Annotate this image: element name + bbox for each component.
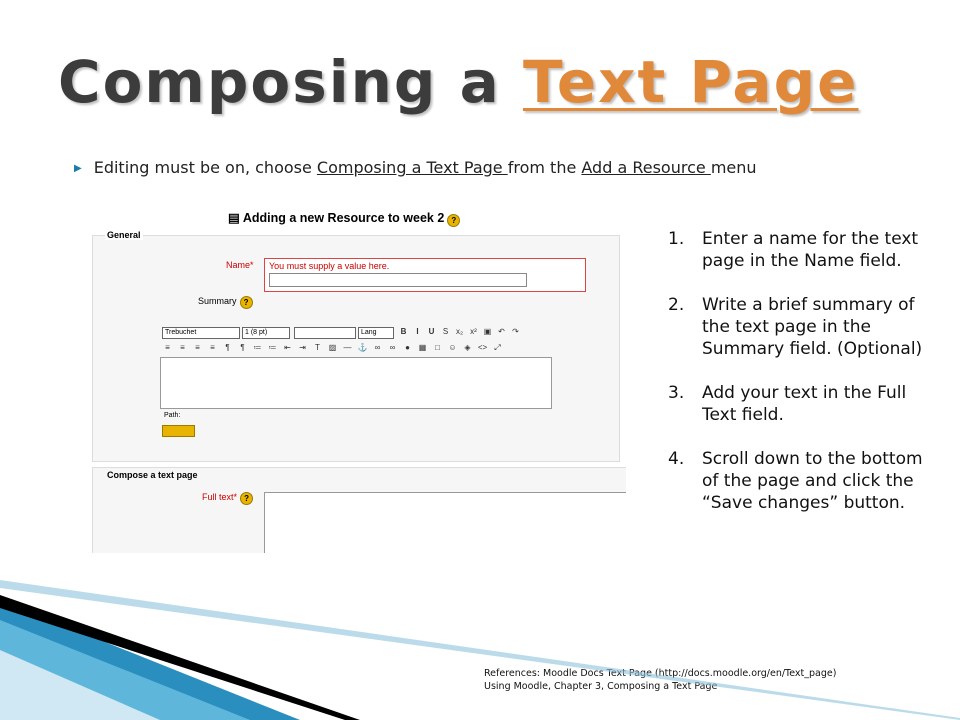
name-error-box xyxy=(264,258,586,292)
toolbar-button[interactable]: ≡ xyxy=(210,343,215,352)
toolbar-button[interactable]: ¶ xyxy=(225,343,230,352)
list-item xyxy=(668,382,938,426)
step-text: Write a brief summary of the text page in the Summary field. (Optional) xyxy=(702,295,923,359)
toolbar-button[interactable]: ∞ xyxy=(389,343,396,352)
list-item xyxy=(668,294,938,360)
step-number: 1. xyxy=(668,229,685,249)
step-text: Add your text in the Full Text field. xyxy=(702,383,907,425)
toolbar-button[interactable]: ↷ xyxy=(512,327,519,336)
step-text: Enter a name for the text page in the Name field. xyxy=(702,229,919,271)
toggle-editor-button[interactable] xyxy=(162,425,195,437)
toolbar-button[interactable]: B xyxy=(400,327,407,336)
name-label: Name* xyxy=(226,260,254,270)
fulltext-label-text: Full text* xyxy=(202,492,238,502)
summary-label-text: Summary xyxy=(198,296,237,306)
toolbar-button[interactable]: U xyxy=(428,327,435,336)
path-label: Path: xyxy=(164,412,181,419)
toolbar-button[interactable]: ¶ xyxy=(240,343,245,352)
toolbar-button[interactable]: ↶ xyxy=(498,327,505,336)
bullet-text-before: Editing must be on, choose xyxy=(93,158,317,177)
summary-label xyxy=(198,296,253,309)
bullet-text-middle: from the xyxy=(507,158,582,177)
name-input[interactable] xyxy=(269,273,527,287)
toolbar-button[interactable]: ⇤ xyxy=(284,343,291,352)
resource-icon: ▤ xyxy=(228,211,240,225)
editor-toolbar-row1 xyxy=(160,326,560,340)
toolbar-button[interactable]: ≔ xyxy=(253,343,262,352)
toolbar-button[interactable]: ☺ xyxy=(448,343,457,352)
toolbar-button[interactable]: ≔ xyxy=(268,343,277,352)
font-select[interactable]: Trebuchet xyxy=(162,327,240,339)
toolbar-button[interactable]: ◈ xyxy=(464,343,471,352)
toolbar-button[interactable]: ≡ xyxy=(165,343,170,352)
title-link[interactable]: Text Page xyxy=(522,48,859,116)
steps-list xyxy=(668,228,938,536)
link-add-resource[interactable]: Add a Resource xyxy=(581,158,711,177)
toolbar-button[interactable]: x² xyxy=(470,327,477,336)
toolbar-button[interactable]: □ xyxy=(435,343,440,352)
step-number: 3. xyxy=(668,383,685,403)
toolbar-button[interactable]: ∞ xyxy=(374,343,381,352)
instruction-bullet xyxy=(74,158,757,177)
toolbar-button[interactable]: ⇥ xyxy=(299,343,306,352)
toolbar-button[interactable]: ▦ xyxy=(418,343,427,352)
toolbar-button[interactable]: S xyxy=(442,327,449,336)
lang-select[interactable]: Lang xyxy=(358,327,394,339)
wave-decoration xyxy=(0,560,960,720)
toolbar-button[interactable]: <> xyxy=(477,343,488,352)
size-select[interactable]: 1 (8 pt) xyxy=(242,327,290,339)
toolbar-button[interactable]: ≡ xyxy=(195,343,200,352)
editor-toolbar-row2 xyxy=(160,342,560,356)
toolbar-button[interactable]: ▨ xyxy=(328,343,337,352)
fulltext-editor[interactable] xyxy=(264,492,626,553)
slide-title xyxy=(58,48,858,116)
fulltext-label xyxy=(202,492,253,505)
toolbar-button[interactable]: ⚓ xyxy=(357,343,368,352)
name-error-text: You must supply a value here. xyxy=(269,261,390,271)
toolbar-button[interactable]: ⤢ xyxy=(494,343,501,352)
list-item xyxy=(668,448,938,514)
general-legend: General xyxy=(107,230,141,240)
toolbar-button[interactable]: ● xyxy=(405,343,410,352)
form-heading-text: Adding a new Resource to week 2 xyxy=(242,211,445,225)
toolbar-button[interactable]: — xyxy=(343,343,352,352)
step-text: Scroll down to the bottom of the page and click the “Save changes” button. xyxy=(702,449,923,513)
help-icon[interactable]: ? xyxy=(447,214,460,227)
bullet-text-after: menu xyxy=(710,158,757,177)
list-item xyxy=(668,228,938,272)
toolbar-button[interactable]: ▣ xyxy=(483,327,492,336)
summary-help-icon[interactable]: ? xyxy=(240,296,253,309)
compose-legend: Compose a text page xyxy=(107,470,198,480)
form-heading xyxy=(228,210,460,227)
toolbar-button[interactable]: ≡ xyxy=(180,343,185,352)
step-number: 4. xyxy=(668,449,685,469)
bullet-arrow-icon: ▶ xyxy=(74,163,82,174)
reference-line-1: References: Moodle Docs Text Page (http://docs.moodle.org/en/Text_page) xyxy=(484,668,837,679)
fulltext-help-icon[interactable]: ? xyxy=(240,492,253,505)
moodle-form-screenshot xyxy=(88,207,626,553)
link-composing-text-page[interactable]: Composing a Text Page xyxy=(316,158,508,177)
toolbar-button[interactable]: x₂ xyxy=(455,327,464,336)
format-select[interactable] xyxy=(294,327,356,339)
summary-editor[interactable] xyxy=(160,357,552,409)
title-prefix: Composing a xyxy=(58,48,523,116)
step-number: 2. xyxy=(668,295,685,315)
toolbar-button[interactable]: T xyxy=(315,343,320,352)
reference-line-2: Using Moodle, Chapter 3, Composing a Text Page xyxy=(484,681,718,692)
toolbar-button[interactable]: I xyxy=(416,327,419,336)
